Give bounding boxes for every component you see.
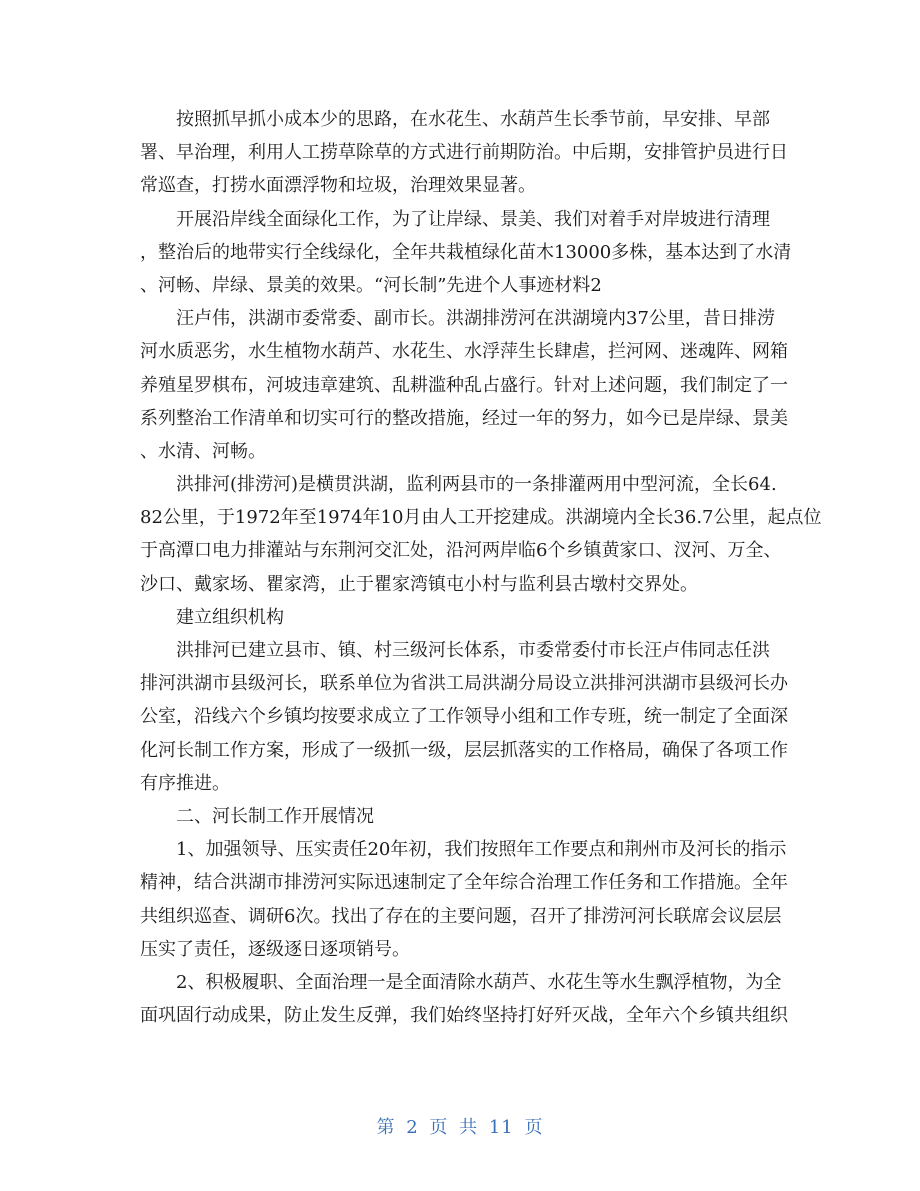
text-line: 化河长制工作方案，形成了一级抓一级，层层抓落实的工作格局，确保了各项工作 xyxy=(140,739,788,761)
text-line: 汪卢伟，洪湖市委常委、副市长。洪湖排涝河在洪湖境内37公里，昔日排涝 xyxy=(140,308,775,330)
text-line: 公室，沿线六个乡镇均按要求成立了工作领导小组和工作专班，统一制定了全面深 xyxy=(140,706,788,728)
text-line: 精神，结合洪湖市排涝河实际迅速制定了全年综合治理工作任务和工作措施。全年 xyxy=(140,872,788,894)
body-text xyxy=(140,103,822,1032)
text-line: 、水清、河畅。 xyxy=(140,440,266,462)
section-heading: 建立组织机构 xyxy=(140,606,284,628)
text-line: 署、早治理，利用人工捞草除草的方式进行前期防治。中后期，安排管护员进行日 xyxy=(140,142,788,164)
section-heading: 二、河长制工作开展情况 xyxy=(140,805,374,827)
text-line: 1、加强领导、压实责任20年初，我们按照年工作要点和荆州市及河长的指示 xyxy=(140,839,787,861)
text-line: 沙口、戴家场、瞿家湾，止于瞿家湾镇屯小村与监利县古墩村交界处。 xyxy=(140,573,698,595)
page-number-footer: 第 2 页 共 11 页 xyxy=(376,1117,544,1138)
text-line: 、河畅、岸绿、景美的效果。“河长制”先进个人事迹材料2 xyxy=(140,274,602,296)
text-line: 面巩固行动成果，防止发生反弹，我们始终坚持打好歼灭战，全年六个乡镇共组织 xyxy=(140,1005,788,1027)
text-line: 有序推进。 xyxy=(140,772,230,794)
text-line: 于高潭口电力排灌站与东荆河交汇处，沿河两岸临6个乡镇黄家口、汊河、万全、 xyxy=(140,540,782,562)
text-line: ，整治后的地带实行全线绿化，全年共栽植绿化苗木13000多株，基本达到了水清 xyxy=(140,241,792,263)
text-line: 压实了责任，逐级逐日逐项销号。 xyxy=(140,938,410,960)
text-line: 洪排河(排涝河)是横贯洪湖，监利两县市的一条排灌两用中型河流，全长64. xyxy=(140,474,777,496)
text-line: 按照抓早抓小成本少的思路，在水花生、水葫芦生长季节前，早安排、早部 xyxy=(140,109,770,130)
text-line: 共组织巡查、调研6次。找出了存在的主要问题，召开了排涝河河长联席会议层层 xyxy=(140,905,782,927)
text-line: 洪排河已建立县市、镇、村三级河长体系，市委常委付市长汪卢伟同志任洪 xyxy=(140,640,770,661)
text-line: 82公里，于1972年至1974年10月由人工开挖建成。洪湖境内全长36.7公里，起点位 xyxy=(140,507,822,529)
text-line: 系列整治工作清单和切实可行的整改措施，经过一年的努力，如今已是岸绿、景美 xyxy=(140,407,788,429)
text-line: 2、积极履职、全面治理一是全面清除水葫芦、水花生等水生飘浮植物，为全 xyxy=(140,971,782,993)
text-line: 排河洪湖市县级河长，联系单位为省洪工局洪湖分局设立洪排河洪湖市县级河长办 xyxy=(140,673,788,695)
text-line: 养殖星罗棋布，河坡违章建筑、乱耕滥种乱占盛行。针对上述问题，我们制定了一 xyxy=(140,374,788,396)
text-line: 常巡查，打捞水面漂浮物和垃圾，治理效果显著。 xyxy=(140,175,536,197)
text-line: 河水质恶劣，水生植物水葫芦、水花生、水浮萍生长肆虐，拦河网、迷魂阵、网箱 xyxy=(140,341,788,363)
text-line: 开展沿岸线全面绿化工作，为了让岸绿、景美、我们对着手对岸坡进行清理 xyxy=(140,208,770,230)
